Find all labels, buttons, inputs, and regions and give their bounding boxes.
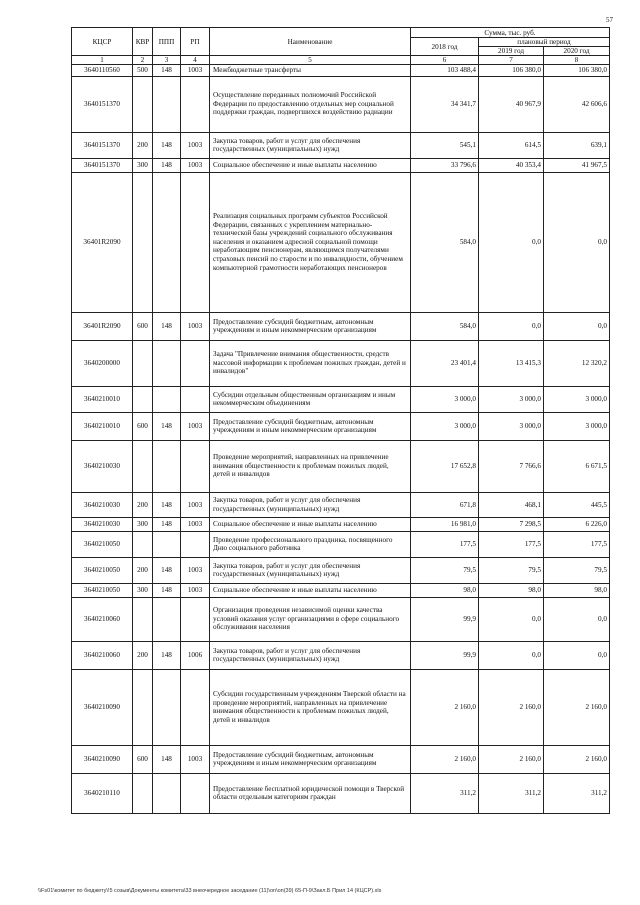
header-kcsr: КЦСР [72,28,133,56]
value-2019-cell: 2 160,0 [479,669,544,745]
kvr-cell: 200 [133,132,153,158]
ppp-cell: 148 [153,745,181,773]
ppp-cell: 148 [153,641,181,669]
rp-cell: 1003 [181,492,210,517]
header-year-2019: 2019 год [479,47,544,56]
ppp-cell: 148 [153,132,181,158]
ppp-cell: 148 [153,412,181,440]
ppp-cell [153,669,181,745]
table-row [72,597,610,641]
table-row [72,557,610,583]
kvr-cell: 300 [133,158,153,172]
kvr-cell: 300 [133,517,153,531]
ppp-cell [153,76,181,132]
value-2020-cell: 2 160,0 [544,745,610,773]
rp-cell [181,386,210,412]
value-2020-cell: 6 226,0 [544,517,610,531]
kcsr-cell: 36401R2090 [72,312,133,340]
name-cell: Осуществление переданных полномочий Российской Федерации по предоставлению отдельных мер социальной поддержки граждан, подвергшихся воздействию радиации [210,76,411,132]
kvr-cell [133,597,153,641]
column-number: 5 [210,56,411,65]
kcsr-cell: 3640210050 [72,583,133,597]
value-2019-cell: 98,0 [479,583,544,597]
value-2018-cell: 33 796,6 [411,158,479,172]
value-2018-cell: 2 160,0 [411,745,479,773]
table-row [72,531,610,557]
name-cell: Проведение мероприятий, направленных на привлечение внимания общественности к проблемам пожилых людей, детей и инвалидов [210,440,411,492]
header-year-2018: 2018 год [411,38,479,56]
header-year-2020: 2020 год [544,47,610,56]
rp-cell [181,597,210,641]
table-row [72,745,610,773]
value-2018-cell: 584,0 [411,312,479,340]
value-2018-cell: 34 341,7 [411,76,479,132]
kcsr-cell: 3640210050 [72,531,133,557]
name-cell: Предоставление субсидий бюджетным, автономным учреждениям и иным некоммерческим организациям [210,312,411,340]
name-cell: Предоставление субсидий бюджетным, автономным учреждениям и иным некоммерческим организациям [210,745,411,773]
kcsr-cell: 36401R2090 [72,172,133,312]
header-kvr: КВР [133,28,153,56]
kcsr-cell: 3640110560 [72,65,133,77]
ppp-cell: 148 [153,312,181,340]
table-row [72,312,610,340]
table-row [72,492,610,517]
table-row [72,412,610,440]
header-sum: Сумма, тыс. руб. [411,28,610,38]
kcsr-cell: 3640210110 [72,773,133,813]
rp-cell [181,531,210,557]
name-cell: Задача "Привлечение внимания общественности, средств массовой информации к проблемам пожилых граждан, детей и инвалидов" [210,340,411,386]
name-cell: Предоставление субсидий бюджетным, автономным учреждениям и иным некоммерческим организациям [210,412,411,440]
name-cell: Социальное обеспечение и иные выплаты населению [210,517,411,531]
column-number: 3 [153,56,181,65]
value-2020-cell: 3 000,0 [544,412,610,440]
value-2020-cell: 98,0 [544,583,610,597]
page-number: 57 [606,16,613,24]
value-2018-cell: 79,5 [411,557,479,583]
rp-cell: 1003 [181,65,210,77]
rp-cell [181,172,210,312]
rp-cell: 1003 [181,583,210,597]
table-row [72,132,610,158]
ppp-cell: 148 [153,158,181,172]
kcsr-cell: 3640210050 [72,557,133,583]
name-cell: Закупка товаров, работ и услуг для обеспечения государственных (муниципальных) нужд [210,641,411,669]
kcsr-cell: 3640210030 [72,492,133,517]
kcsr-cell: 3640151370 [72,132,133,158]
column-number: 1 [72,56,133,65]
footer-file-path: \\Fs01\комитет по бюджету\!5 созыв\Документы комитета\33 внеочередное заседание (11)\on\on(39) 65-П-9\Закл.Б Прил 14 (КЦСР).xls [38,888,382,894]
ppp-cell: 148 [153,492,181,517]
name-cell: Социальное обеспечение и иные выплаты населению [210,158,411,172]
table-row [72,583,610,597]
name-cell: Закупка товаров, работ и услуг для обеспечения государственных (муниципальных) нужд [210,557,411,583]
rp-cell [181,76,210,132]
value-2019-cell: 311,2 [479,773,544,813]
kcsr-cell: 3640210090 [72,669,133,745]
kvr-cell: 200 [133,641,153,669]
kvr-cell [133,531,153,557]
ppp-cell [153,340,181,386]
value-2020-cell: 3 000,0 [544,386,610,412]
kvr-cell: 600 [133,312,153,340]
table-row [72,669,610,745]
value-2020-cell: 79,5 [544,557,610,583]
table-body [72,65,610,814]
table-row [72,158,610,172]
kvr-cell: 300 [133,583,153,597]
rp-cell: 1003 [181,517,210,531]
value-2018-cell: 17 652,8 [411,440,479,492]
value-2018-cell: 99,9 [411,597,479,641]
kcsr-cell: 3640210010 [72,412,133,440]
ppp-cell: 148 [153,517,181,531]
kvr-cell: 200 [133,557,153,583]
rp-cell: 1003 [181,557,210,583]
kvr-cell [133,440,153,492]
value-2019-cell: 40 353,4 [479,158,544,172]
value-2018-cell: 99,9 [411,641,479,669]
value-2019-cell: 13 415,3 [479,340,544,386]
header-name: Наименование [210,28,411,56]
column-number: 2 [133,56,153,65]
value-2019-cell: 40 967,9 [479,76,544,132]
ppp-cell [153,531,181,557]
value-2019-cell: 2 160,0 [479,745,544,773]
name-cell: Субсидии государственным учреждениям Тверской области на проведение мероприятий, направленных на привлечение внимания общественности к проблемам пожилых людей, детей и инвалидов [210,669,411,745]
value-2020-cell: 0,0 [544,641,610,669]
value-2020-cell: 0,0 [544,172,610,312]
kcsr-cell: 3640210030 [72,517,133,531]
kvr-cell: 500 [133,65,153,77]
ppp-cell [153,773,181,813]
kcsr-cell: 3640210090 [72,745,133,773]
value-2018-cell: 545,1 [411,132,479,158]
name-cell: Организация проведения независимой оценки качества условий оказания услуг организациями в сфере социального обслуживания населения [210,597,411,641]
kvr-cell: 600 [133,745,153,773]
value-2020-cell: 639,1 [544,132,610,158]
value-2019-cell: 0,0 [479,641,544,669]
ppp-cell [153,386,181,412]
rp-cell: 1003 [181,412,210,440]
name-cell: Реализация социальных программ субъектов Российской Федерации, связанных с укреплением материально-технической базы учреждений социального обслуживания населения и оказанием адресной социальной помощи неработающим пенсионерам, являющимся получателями страховых пенсий по старости и по инвалидности, обучением компьютерной грамотности неработающих пенсионеров [210,172,411,312]
value-2019-cell: 3 000,0 [479,412,544,440]
kvr-cell [133,669,153,745]
kvr-cell [133,773,153,813]
value-2020-cell: 6 671,5 [544,440,610,492]
kcsr-cell: 3640210010 [72,386,133,412]
table-row [72,76,610,132]
value-2018-cell: 177,5 [411,531,479,557]
value-2019-cell: 614,5 [479,132,544,158]
name-cell: Закупка товаров, работ и услуг для обеспечения государственных (муниципальных) нужд [210,492,411,517]
value-2019-cell: 106 380,0 [479,65,544,77]
value-2019-cell: 177,5 [479,531,544,557]
rp-cell: 1003 [181,312,210,340]
kcsr-cell: 3640210060 [72,641,133,669]
ppp-cell: 148 [153,557,181,583]
value-2020-cell: 0,0 [544,597,610,641]
ppp-cell: 148 [153,583,181,597]
value-2020-cell: 2 160,0 [544,669,610,745]
value-2019-cell: 7 298,5 [479,517,544,531]
column-number: 4 [181,56,210,65]
name-cell: Межбюджетные трансферты [210,65,411,77]
ppp-cell [153,440,181,492]
ppp-cell: 148 [153,65,181,77]
value-2020-cell: 445,5 [544,492,610,517]
value-2018-cell: 16 981,0 [411,517,479,531]
table-row [72,440,610,492]
table-row [72,517,610,531]
kvr-cell [133,76,153,132]
value-2020-cell: 41 967,5 [544,158,610,172]
kcsr-cell: 3640151370 [72,76,133,132]
column-number: 6 [411,56,479,65]
header-ppp: ППП [153,28,181,56]
rp-cell [181,440,210,492]
value-2020-cell: 42 606,6 [544,76,610,132]
value-2019-cell: 0,0 [479,312,544,340]
ppp-cell [153,597,181,641]
rp-cell [181,340,210,386]
header-plan-period: плановый период [479,38,610,47]
budget-table [71,27,610,814]
name-cell: Проведение профессионального праздника, посвященного Дню социального работника [210,531,411,557]
rp-cell: 1003 [181,158,210,172]
value-2019-cell: 0,0 [479,597,544,641]
table-row [72,773,610,813]
name-cell: Предоставление бесплатной юридической помощи в Тверской области отдельным категориям граждан [210,773,411,813]
column-number: 7 [479,56,544,65]
kvr-cell: 200 [133,492,153,517]
value-2018-cell: 103 488,4 [411,65,479,77]
name-cell: Субсидии отдельным общественным организациям и иным некоммерческим объединениям [210,386,411,412]
table-row [72,65,610,77]
value-2018-cell: 2 160,0 [411,669,479,745]
name-cell: Закупка товаров, работ и услуг для обеспечения государственных (муниципальных) нужд [210,132,411,158]
kvr-cell [133,172,153,312]
value-2018-cell: 671,8 [411,492,479,517]
value-2018-cell: 311,2 [411,773,479,813]
value-2020-cell: 12 320,2 [544,340,610,386]
rp-cell [181,669,210,745]
value-2020-cell: 177,5 [544,531,610,557]
name-cell: Социальное обеспечение и иные выплаты населению [210,583,411,597]
table-row [72,172,610,312]
kcsr-cell: 3640200000 [72,340,133,386]
table-row [72,340,610,386]
value-2019-cell: 0,0 [479,172,544,312]
value-2020-cell: 311,2 [544,773,610,813]
rp-cell [181,773,210,813]
value-2019-cell: 468,1 [479,492,544,517]
kvr-cell [133,386,153,412]
value-2020-cell: 106 380,0 [544,65,610,77]
value-2019-cell: 79,5 [479,557,544,583]
rp-cell: 1006 [181,641,210,669]
kcsr-cell: 3640210030 [72,440,133,492]
rp-cell: 1003 [181,745,210,773]
value-2018-cell: 3 000,0 [411,386,479,412]
ppp-cell [153,172,181,312]
kcsr-cell: 3640151370 [72,158,133,172]
column-number: 8 [544,56,610,65]
value-2018-cell: 3 000,0 [411,412,479,440]
value-2019-cell: 3 000,0 [479,386,544,412]
value-2018-cell: 98,0 [411,583,479,597]
value-2018-cell: 23 401,4 [411,340,479,386]
table-row [72,641,610,669]
kvr-cell [133,340,153,386]
kvr-cell: 600 [133,412,153,440]
value-2018-cell: 584,0 [411,172,479,312]
table-row [72,386,610,412]
value-2019-cell: 7 766,6 [479,440,544,492]
rp-cell: 1003 [181,132,210,158]
value-2020-cell: 0,0 [544,312,610,340]
header-rp: РП [181,28,210,56]
kcsr-cell: 3640210060 [72,597,133,641]
